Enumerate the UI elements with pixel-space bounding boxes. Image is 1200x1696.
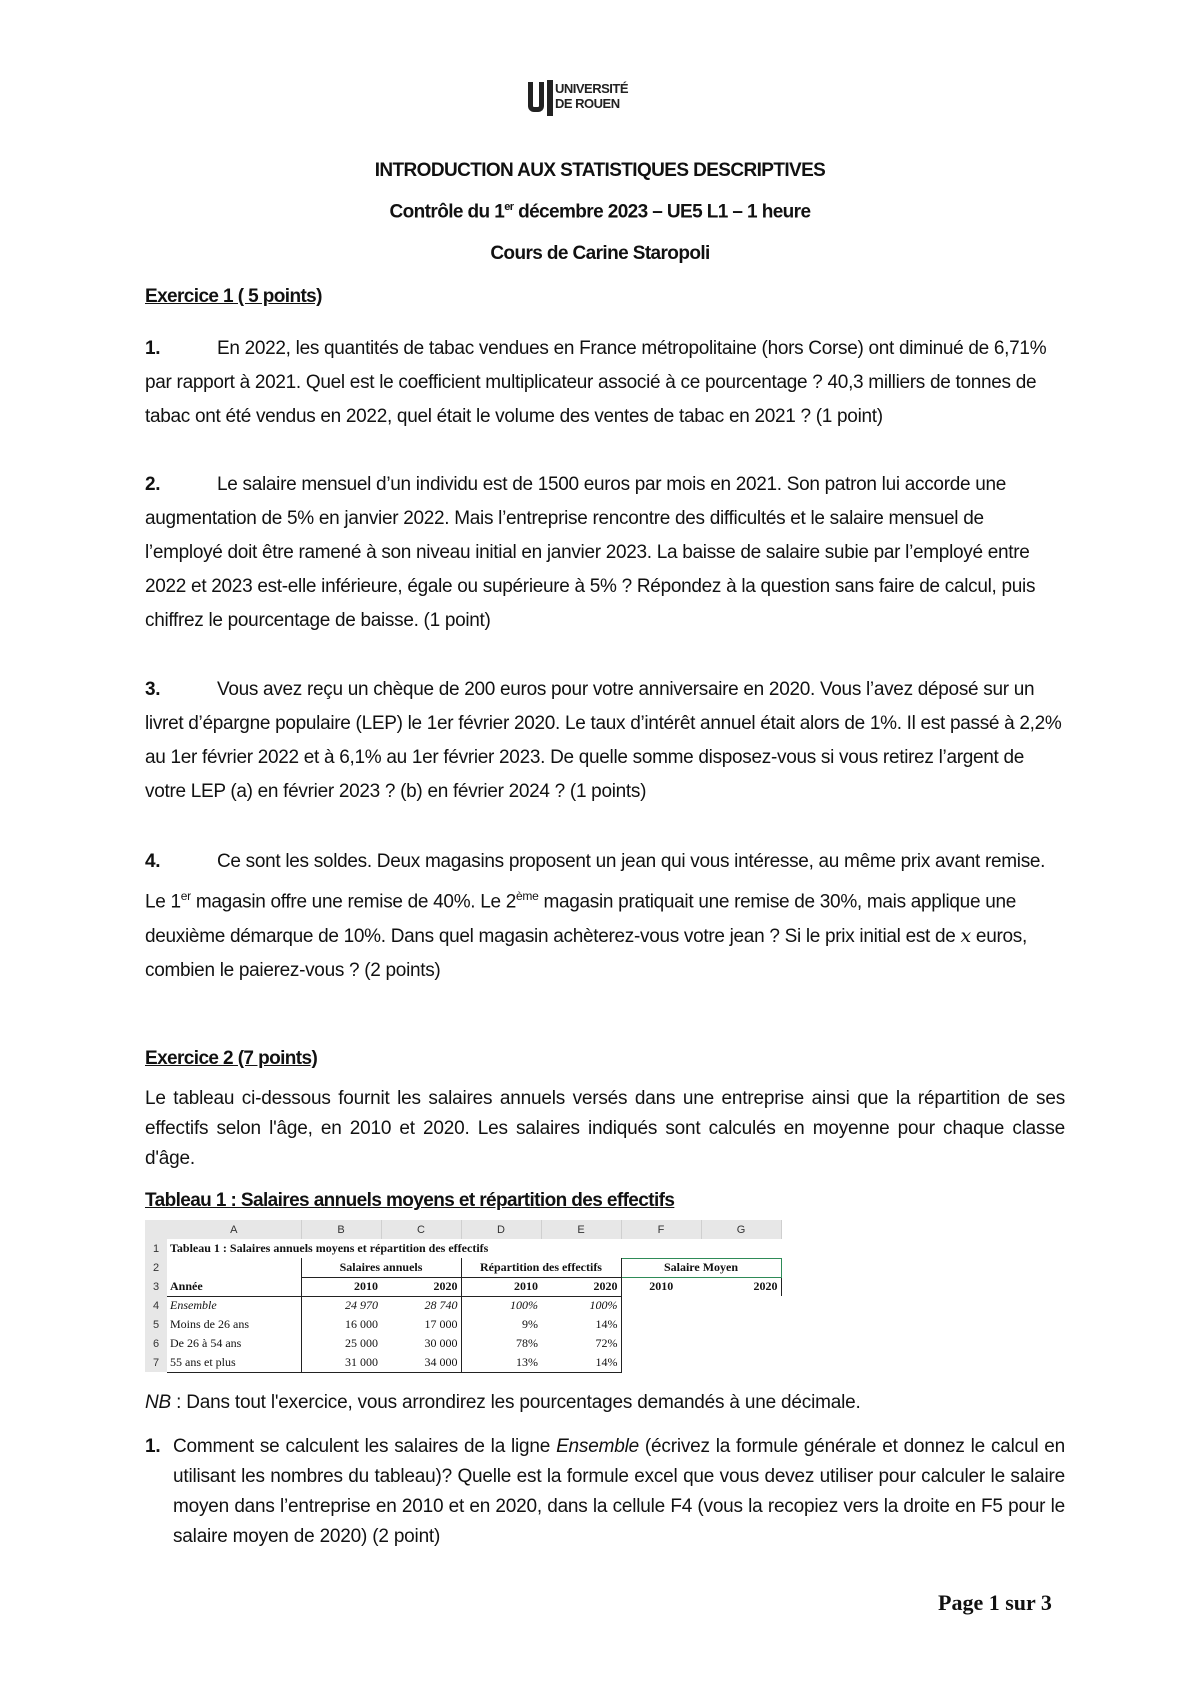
spreadsheet-table	[145, 1220, 782, 1373]
share-cell: 13%	[461, 1353, 541, 1372]
exercise2-intro: Le tableau ci-dessous fournit les salaires annuels versés dans une entreprise ainsi que la répartition de ses effectifs selon l'âge, en 2010 et 2020. Les salaires indiqués sont calculés en moyenne pour chaque classe d'âge.	[145, 1088, 1065, 1169]
group-header-repartition: Répartition des effectifs	[461, 1258, 621, 1277]
row-number: 7	[145, 1353, 167, 1372]
share-cell: 100%	[541, 1296, 621, 1315]
year-cell: 2020	[701, 1277, 781, 1296]
table-row	[145, 1315, 781, 1334]
column-header: C	[381, 1220, 461, 1239]
table-heading: Tableau 1 : Salaires annuels moyens et répartition des effectifs	[145, 1190, 675, 1211]
question-number: 4.	[145, 851, 161, 872]
share-cell: 14%	[541, 1315, 621, 1334]
nb-note: NB : Dans tout l'exercice, vous arrondirez les pourcentages demandés à une décimale.	[145, 1392, 861, 1413]
year-cell: 2020	[381, 1277, 461, 1296]
year-cell: 2010	[301, 1277, 381, 1296]
column-header: E	[541, 1220, 621, 1239]
column-header: D	[461, 1220, 541, 1239]
logo-text-line2: DE ROUEN	[555, 96, 620, 111]
table-row	[145, 1353, 781, 1372]
sheet-title-cell: Tableau 1 : Salaires annuels moyens et répartition des effectifs	[170, 1241, 489, 1255]
row-number: 2	[145, 1258, 167, 1277]
exercise1-question-1	[145, 332, 1065, 434]
group-header-salaire-moyen: Salaire Moyen	[621, 1258, 781, 1277]
table-row	[145, 1239, 781, 1258]
question-number: 2.	[145, 474, 161, 495]
logo-u-mark	[528, 82, 544, 112]
row-number: 5	[145, 1315, 167, 1334]
row-label: De 26 à 54 ans	[167, 1334, 301, 1353]
table-row	[145, 1334, 781, 1353]
row-number: 6	[145, 1334, 167, 1353]
row-label: Ensemble	[167, 1296, 301, 1315]
share-cell: 9%	[522, 1317, 538, 1331]
share-cell: 14%	[541, 1353, 621, 1372]
salary-cell: 34 000	[381, 1353, 461, 1372]
column-header: B	[301, 1220, 381, 1239]
table-row	[145, 1258, 781, 1277]
share-cell: 78%	[516, 1336, 538, 1350]
question-text: Comment se calculent les salaires de la ligne Ensemble (écrivez la formule générale et donnez le calcul en utilisant les nombres du tableau)? Quelle est la formule excel que vous devez utiliser pour calculer le salaire moyen dans l’entreprise en 2010 et en 2020, dans la cellule F4 (vous la recopiez vers la droite en F5 pour le salaire moyen de 2020) (2 point)	[173, 1436, 1066, 1547]
course-name: Cours de Carine Staropoli	[490, 243, 710, 264]
salary-cell: 25 000	[345, 1336, 378, 1350]
exercise1-question-2	[145, 468, 1065, 638]
row-number: 1	[145, 1239, 167, 1258]
table-row	[145, 1296, 781, 1315]
page-number: Page 1 sur 3	[938, 1590, 1052, 1615]
salary-cell: 28 740	[381, 1296, 461, 1315]
column-header: F	[621, 1220, 701, 1239]
year-cell: 2010	[461, 1277, 541, 1296]
exercise2-question-1	[145, 1432, 1065, 1552]
year-cell: 2010	[649, 1279, 674, 1294]
share-cell: 72%	[541, 1334, 621, 1353]
row-label: Moins de 26 ans	[167, 1315, 301, 1334]
question-number: 1.	[145, 338, 161, 359]
question-text: Vous avez reçu un chèque de 200 euros pour votre anniversaire en 2020. Vous l’avez déposé sur un livret d’épargne populaire (LEP) le 1er février 2020. Le taux d’intérêt annuel était alors de 1%. Il est passé à 2,2% au 1er février 2022 et à 6,1% au 1er février 2023. De quelle somme disposez-vous si vous retirez l’argent de votre LEP (a) en février 2023 ? (b) en février 2024 ? (1 points)	[145, 679, 1062, 802]
exam-subtitle: Contrôle du 1er décembre 2023 – UE5 L1 – 1 heure	[389, 201, 811, 223]
salary-cell: 17 000	[381, 1315, 461, 1334]
column-header: A	[167, 1220, 301, 1239]
university-logo	[528, 80, 648, 120]
group-header-salaires: Salaires annuels	[301, 1258, 461, 1277]
question-text: Le salaire mensuel d’un individu est de 1500 euros par mois en 2021. Son patron lui accorde une augmentation de 5% en janvier 2022. Mais l’entreprise rencontre des difficultés et le salaire mensuel de l’employé doit être ramené à son niveau initial en janvier 2023. La baisse de salaire subie par l’employé entre 2022 et 2023 est-elle inférieure, égale ou supérieure à 5% ? Répondez à la question sans faire de calcul, puis chiffrez le pourcentage de baisse. (1 point)	[145, 474, 1036, 631]
table-row	[145, 1277, 781, 1296]
row-number: 4	[145, 1296, 167, 1315]
column-header-row	[145, 1220, 781, 1239]
salary-cell: 16 000	[345, 1317, 378, 1331]
exercise1-heading: Exercice 1 ( 5 points)	[145, 286, 322, 307]
exercise1-question-4: 4. Ce sont les soldes. Deux magasins proposent un jean qui vous intéresse, au même prix avant remise. Le 1er magasin offre une remise de 40%. Le 2ème magasin pratiquait une remise de 30%, mais applique une deuxième démarque de 10%. Dans quel magasin achèterez-vous votre jean ? Si le prix initial est de x euros, combien le paierez-vous ? (2 points)	[145, 845, 1065, 988]
row-number: 3	[145, 1277, 167, 1296]
salary-cell: 31 000	[301, 1353, 381, 1372]
exercise2-heading: Exercice 2 (7 points)	[145, 1048, 318, 1069]
exercise1-question-3	[145, 673, 1065, 809]
document-title: INTRODUCTION AUX STATISTIQUES DESCRIPTIVES	[374, 160, 826, 181]
question-number: 3.	[145, 679, 161, 700]
row-label: 55 ans et plus	[167, 1353, 301, 1372]
salary-cell: 24 970	[345, 1298, 378, 1313]
year-label-cell: Année	[167, 1277, 301, 1296]
logo-bar	[547, 80, 553, 116]
share-cell: 100%	[510, 1298, 538, 1313]
question-text: En 2022, les quantités de tabac vendues en France métropolitaine (hors Corse) ont diminué de 6,71% par rapport à 2021. Quel est le coefficient multiplicateur associé à ce pourcentage ? 40,3 milliers de tonnes de tabac ont été vendus en 2022, quel était le volume des ventes de tabac en 2021 ? (1 point)	[145, 338, 1047, 427]
salary-cell: 30 000	[381, 1334, 461, 1353]
logo-text-line1: UNIVERSITÉ	[555, 81, 629, 96]
year-cell: 2020	[541, 1277, 621, 1296]
column-header: G	[701, 1220, 781, 1239]
select-all-corner	[145, 1220, 167, 1239]
question-number: 1.	[145, 1436, 161, 1457]
